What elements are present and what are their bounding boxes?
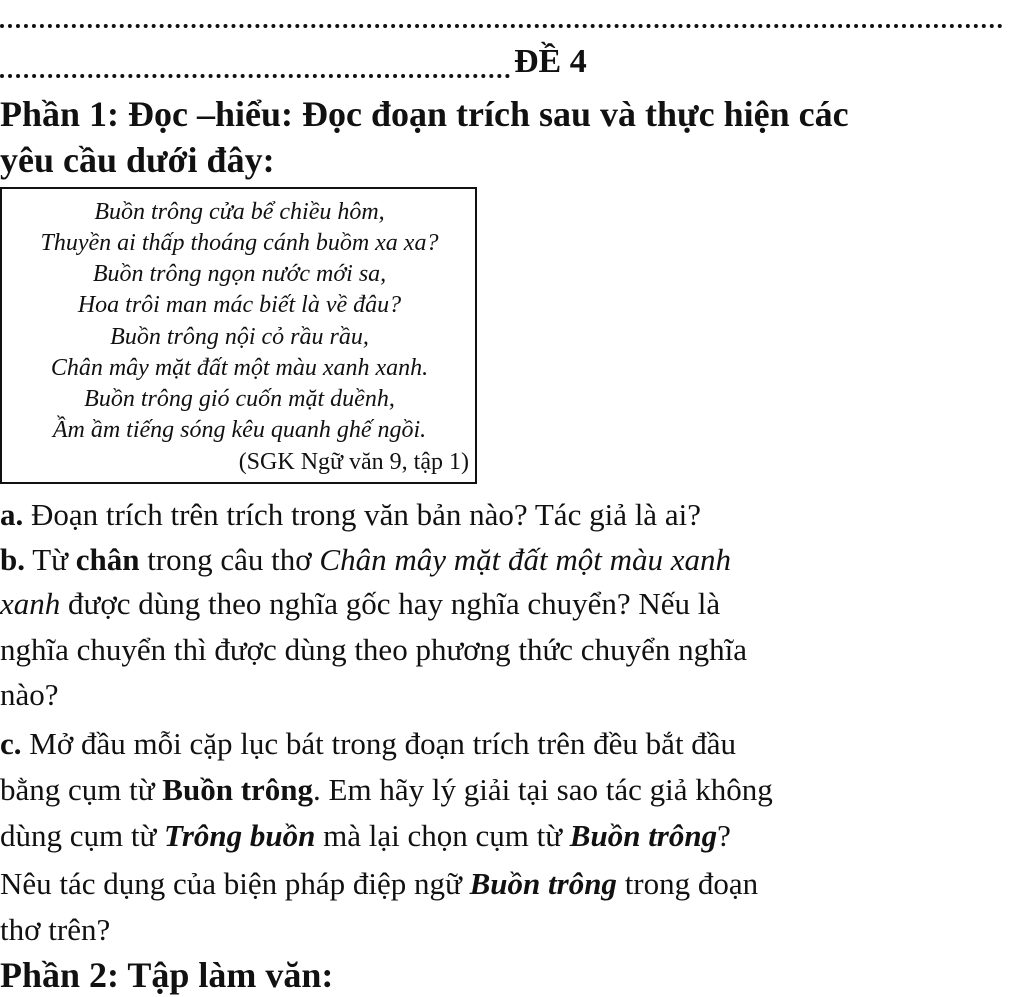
question-b-quote-part2: xanh [0,586,61,621]
question-b-line1 [0,540,1020,580]
part2-heading: Phần 2: Tập làm văn: [0,955,334,995]
dotted-leader [0,40,510,78]
question-c-l2-post: . Em hãy lý giải tại sao tác giả không [313,772,773,807]
question-c-l3-pre: dùng cụm từ [0,818,165,853]
question-b-bold-word: chân [75,542,140,577]
question-a-text: Đoạn trích trên trích trong văn bản nào? Tác giả là ai? [23,497,701,532]
poem-excerpt-box [0,187,477,484]
question-c-l3-phrase1: Trông buồn [164,818,316,853]
question-b-line3: nghĩa chuyển thì được dùng theo phương thức chuyển nghĩa [0,632,747,667]
dotted-separator-top [0,0,1003,28]
poem-source-citation: (SGK Ngữ văn 9, tập 1) [238,449,469,475]
question-b-text-2: trong câu thơ [139,542,320,577]
poem-line-8: Ầm ầm tiếng sóng kêu quanh ghế ngồi. [52,417,427,443]
poem-line-6: Chân mây mặt đất một màu xanh xanh. [50,355,429,381]
part1-heading-line2: yêu cầu dưới đây: [0,140,275,180]
question-b-text-3: được dùng theo nghĩa gốc hay nghĩa chuyển? Nếu là [60,586,721,621]
question-b-line2 [0,584,720,624]
part1-heading-line1: Phần 1: Đọc –hiểu: Đọc đoạn trích sau và thực hiện các [0,94,849,134]
question-c-l2-bold: Buồn trông [162,772,314,807]
question-c-l2-pre: bằng cụm từ [0,772,163,807]
question-c-line3 [0,816,731,856]
question-c-label: c. [0,726,22,761]
question-b-line4: nào? [0,677,59,712]
question-c-line1 [0,724,736,764]
question-b-quote-part1: Chân mây mặt đất một màu xanh [319,542,731,577]
question-c-l4-phrase: Buồn trông [469,866,617,901]
question-b-text-1: Từ [25,542,76,577]
question-a-label: a. [0,497,24,532]
question-c-l3-mid: mà lại chọn cụm từ [315,818,570,853]
exam-title: ĐỀ 4 [514,43,587,80]
question-c-l3-post: ? [717,818,731,853]
question-c-line4 [0,864,758,904]
question-b-label: b. [0,542,25,577]
question-c-line2 [0,770,773,810]
title-row [0,40,1024,90]
poem-line-7: Buồn trông gió cuốn mặt duềnh, [84,386,395,412]
poem-line-3: Buồn trông ngọn nước mới sa, [92,261,387,287]
question-c-l4-pre: Nêu tác dụng của biện pháp điệp ngữ [0,866,470,901]
question-c-line5: thơ trên? [0,912,111,947]
poem-line-5: Buồn trông nội cỏ rầu rầu, [110,324,369,350]
poem-line-4: Hoa trôi man mác biết là về đâu? [77,292,402,318]
question-a [0,495,701,535]
question-c-l4-post: trong đoạn [616,866,759,901]
poem-line-2: Thuyền ai thấp thoáng cánh buồm xa xa? [40,230,439,256]
question-c-text-1: Mở đầu mỗi cặp lục bát trong đoạn trích trên đều bắt đầu [21,726,737,761]
poem-line-1: Buồn trông cửa bể chiều hôm, [94,199,385,225]
question-c-l3-phrase2: Buồn trông [569,818,718,853]
